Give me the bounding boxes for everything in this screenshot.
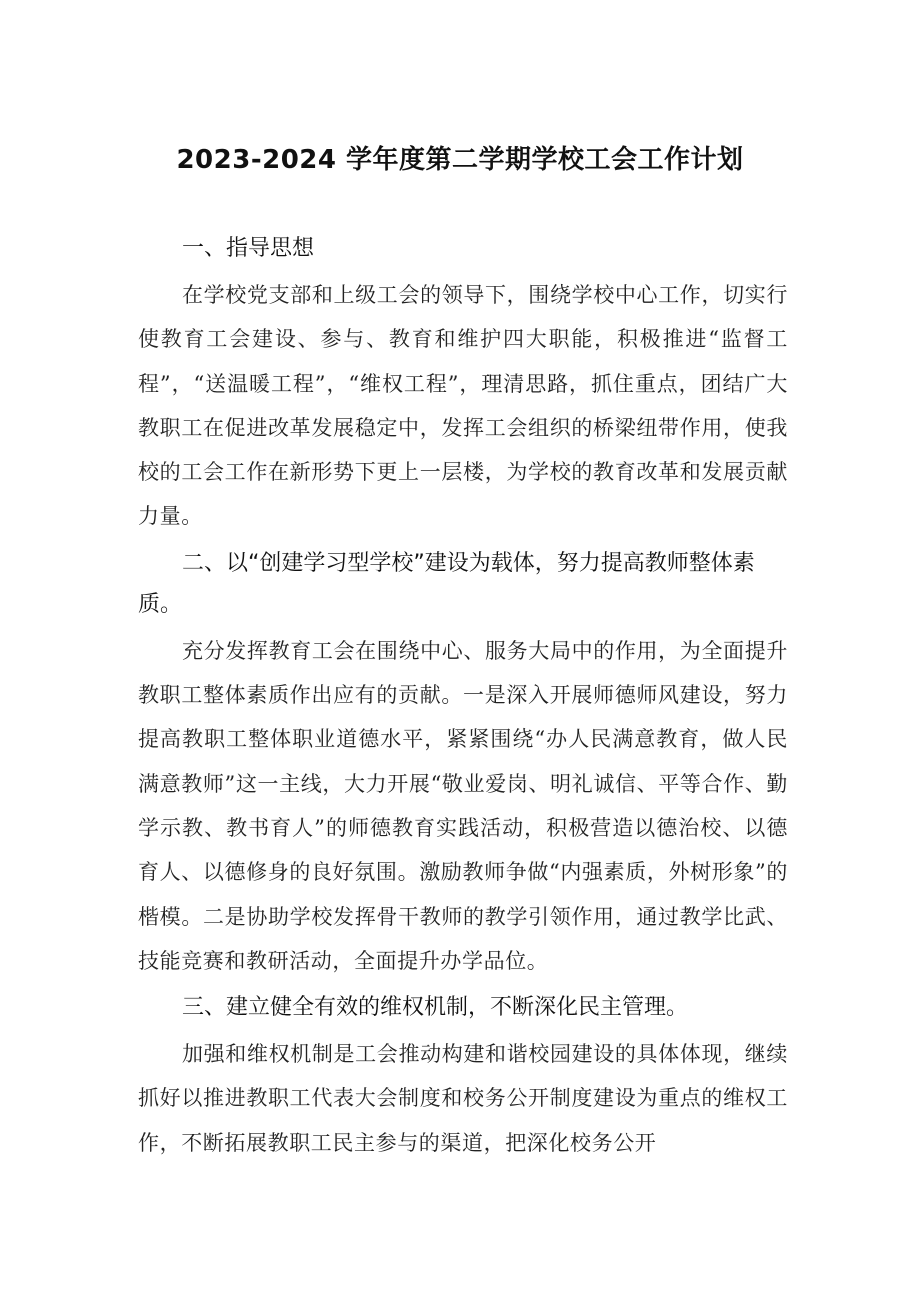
section-2-heading: 二、以“创建学习型学校”建设为载体，努力提高教师整体素质。 xyxy=(138,550,755,617)
section-3-paragraph: 加强和维权机制是工会推动构建和谐校园建设的具体体现，继续抓好以推进教职工代表大会制度和校务公开制度建设为重点的维权工作，不断拓展教职工民主参与的渠道，把深化校务公开 xyxy=(138,1042,788,1155)
document-title: 2023-2024 学年度第二学期学校工会工作计划 xyxy=(176,145,744,175)
section-1-paragraph: 在学校党支部和上级工会的领导下，围绕学校中心工作，切实行使教育工会建设、参与、教育和维护四大职能，积极推进“监督工程”，“送温暖工程”，“维权工程”，理清思路，抓住重点，团结广大教职工在促进改革发展稳定中，发挥工会组织的桥梁纽带作用，使我校的工会工作在新形势下更上一层楼，为学校的教育改革和发展贡献力量。 xyxy=(138,283,788,529)
document-body xyxy=(138,228,788,1165)
section-3-heading: 三、建立健全有效的维权机制，不断深化民主管理。 xyxy=(182,995,689,1021)
section-2-paragraph: 充分发挥教育工会在围绕中心、服务大局中的作用，为全面提升教职工整体素质作出应有的贡献。一是深入开展师德师风建设，努力提高教职工整体职业道德水平，紧紧围绕“办人民满意教育，做人民满意教师”这一主线，大力开展“敬业爱岗、明礼诚信、平等合作、勤学示教、教书育人”的师德教育实践活动，积极营造以德治校、以德育人、以德修身的良好氛围。激励教师争做“内强素质，外树形象”的楷模。二是协助学校发挥骨干教师的教学引领作用，通过教学比武、技能竞赛和教研活动，全面提升办学品位。 xyxy=(138,638,788,973)
section-1-heading: 一、指导思想 xyxy=(182,236,315,261)
